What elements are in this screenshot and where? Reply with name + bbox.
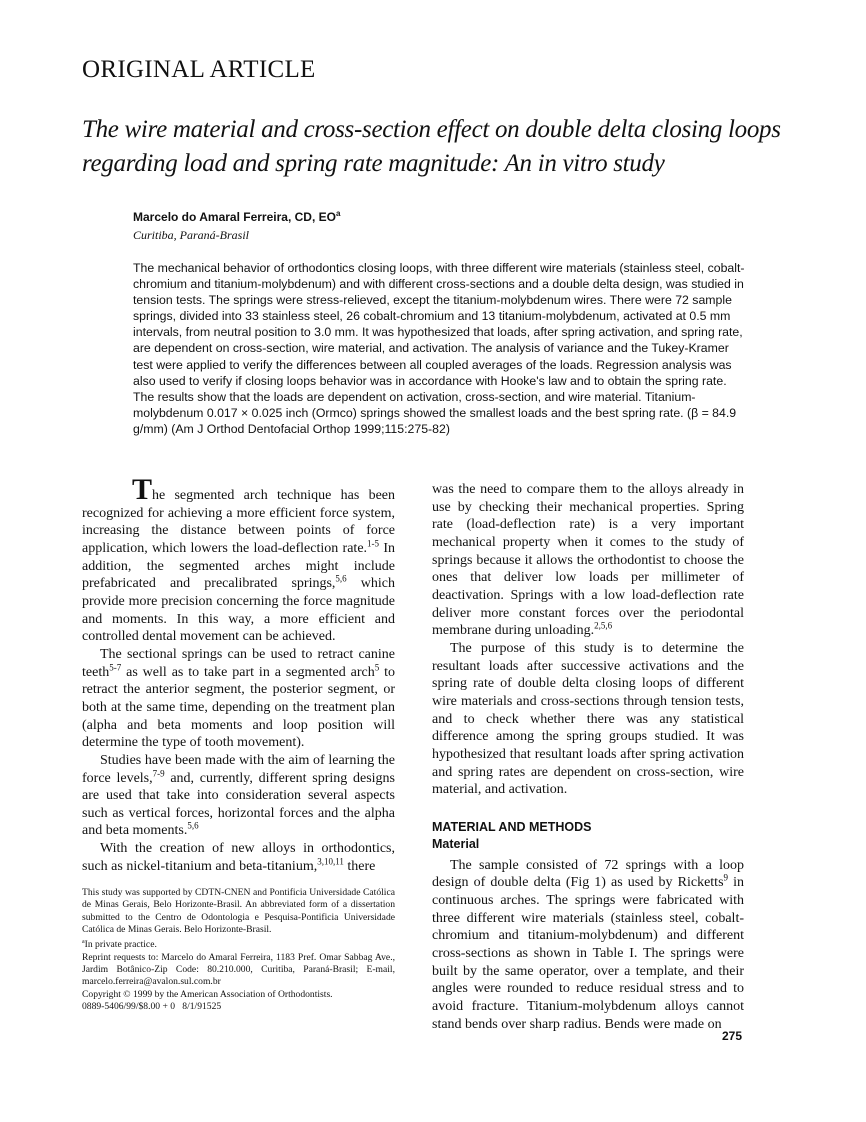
citation-superscript: 9 [723,872,729,883]
footnote-private-text: In private practice. [84,939,157,951]
citation-superscript: 5,6 [335,573,347,584]
article-type-label: ORIGINAL ARTICLE [82,56,316,83]
paragraph-text: With the creation of new alloys in orthodontics, such as nickel-titanium and beta-titanium, [82,841,395,874]
footnote-copyright: Copyright © 1999 by the American Association of Orthodontists. [82,988,333,1000]
section-heading: MATERIAL AND METHODS [432,819,592,834]
paragraph-text: The purpose of this study is to determine the resultant loads after successive activations and the spring rate of double delta closing loops of different wire materials and cross-sections through tension tests, and to check whether there was any statistical difference among the spring groups studied. It was hypothesized that resultant loads after spring activation and spring rates are dependent on cross-section, wire material, and activation. [432,640,744,798]
paragraph-text: as well as to take part in a segmented arch [121,664,375,680]
body-column-right [432,481,744,1033]
body-paragraph [82,752,395,840]
paragraph-text: The sectional springs can be used to retract canine teeth [82,646,395,680]
abstract: The mechanical behavior of orthodontics closing loops, with three different wire materials (stainless steel, cobalt-chromium and titanium-molybdenum) and with different cross-sections and a double delta design, was studied in tension tests. The springs were stress-relieved, except the titanium-molybdenum wires. There were 72 sample springs, divided into 33 stainless steel, 26 cobalt-chromium and 13 titanium-molybdenum, activated at 0.5 mm intervals, from neutral position to 3.0 mm. It was hypothesized that loads, after spring activation, and spring rate, are dependent on cross-section, wire material, and activation. The analysis of variance and the Tukey-Kramer test were applied to verify the differences between all coupled averages of the loads. Regression analysis was also used to verify if closing loops behavior was in accordance with Hooke's law and to obtain the spring rate. The results show that the loads are dependent on activation, cross-section, and wire material. Titanium-molybdenum 0.017 × 0.025 inch (Ormco) springs showed the smallest loads and the best spring rate. (β = 84.9 g/mm) (Am J Orthod Dentofacial Orthop 1999;115:275-82) [133,261,745,436]
citation-superscript: 5 [374,661,380,672]
body-column-left [82,473,396,875]
body-paragraph [82,646,395,752]
paragraph-text: there [343,858,376,874]
drop-cap: T [132,473,153,506]
paragraph-text: to retract the anterior segment, the posterior segment, or both at the same time, depending on the treatment plan (alpha and beta moments and loop position will determine the type of tooth movement). [82,664,395,751]
citation-superscript: 5,6 [187,820,199,831]
footnote-private-practice [82,936,395,951]
footnote-marker: a [82,939,85,946]
author-name [133,209,340,224]
paragraph-text: In addition, the segmented arches might include prefabricated and precalibrated springs, [82,540,395,592]
footnote-support: This study was supported by CDTN-CNEN and Pontificia Universidade Católica de Minas Gerais, Belo Horizonte-Brasil. An abbreviated form of a dissertation submitted to the Centro de Odontologia e Pesquisa-Pontificia Universidade Católica de Minas Gerais. Belo Horizonte-Brasil. [82,887,395,935]
body-paragraph [432,857,744,1034]
citation-superscript: 5-7 [109,661,122,672]
author-footnote-marker: a [335,209,341,218]
footnote-reprint: Reprint requests to: Marcelo do Amaral Ferreira, 1183 Pref. Omar Sabbag Ave., Jardim Botânico-Zip Code: 80.210.000, Curitiba, Paraná-Brasil; E-mail, marcelo.ferreira@avalon.sul.com.br [82,951,395,988]
footnote-code: 0889-5406/99/$8.00 + 0 8/1/91525 [82,1000,222,1012]
paragraph-text: The sample consisted of 72 springs with a loop design of double delta (Fig 1) as used by Ricketts [432,857,744,891]
body-paragraph [82,840,395,875]
author-affiliation: Curitiba, Paraná-Brasil [133,228,250,242]
paragraph-text: he segmented arch technique has been recognized for achieving a more efficient force system, increasing the distance between points of force application, which lowers the load-deflection rate. [82,488,395,556]
page-number: 275 [722,1029,743,1043]
paragraph-text: in continuous arches. The springs were fabricated with three different wire materials (stainless steel, cobalt-chromium and titanium-molybdenum) and different cross-sections as shown in Table I. The springs were built by the same operator, over a template, and their angles were rounded to reduce residual stress and to avoid fracture. Titanium-molybdenum alloys cannot stand bends over sharp radius. Bends were made on [432,875,745,1032]
paragraph-text: and, currently, different spring designs are used that take into consideration several aspects such as vertical forces, horizontal forces and the alpha and beta moments. [82,770,395,839]
citation-superscript: 7-9 [152,767,165,778]
citation-superscript: 3,10,11 [317,856,344,867]
body-paragraph [432,640,744,799]
citation-superscript: 2,5,6 [594,620,613,631]
body-paragraph [82,473,396,646]
body-paragraph [432,481,744,640]
paragraph-text: was the need to compare them to the alloys already in use by checking their mechanical properties. Spring rate (load-deflection rate) is a very important mechanical property when it comes to the study of springs because it allows the orthodontist to choose the ones that deliver low loads per millimeter of deactivation. Springs with a low load-deflection rate deliver more constant forces over the periodontal membrane during unloading. [432,482,744,639]
author-name-text: Marcelo do Amaral Ferreira, CD, EO [133,210,336,224]
subsection-heading: Material [432,836,480,851]
article-title: The wire material and cross-section effect on double delta closing loops regarding load and spring rate magnitude: An in vitro study [82,116,781,177]
paragraph-text: Studies have been made with the aim of learning the force levels, [82,752,395,786]
footnotes [82,887,395,1013]
citation-superscript: 1-5 [367,538,380,549]
paragraph-text: which provide more precision concerning the force magnitude and moments. In this way, a more efficient and controlled dental movement can be achieved. [82,576,396,645]
